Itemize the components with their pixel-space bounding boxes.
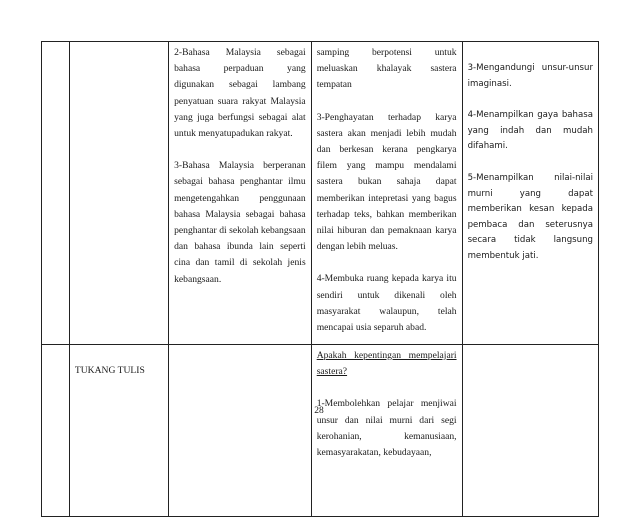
paragraph: 3-Penghayatan terhadap karya sastera akan menjadi lebih mudah dan berkesan kerana pengkarya filem yang mampu mendalami sastera bukan sahaja dapat memberikan intepretasi yang bagus terhadap teks, bahkan memberikan nilai hiburan dan pemaknaan karya dengan lebih meluas.: [316, 111, 457, 253]
table-cell-question: [311, 345, 462, 517]
paragraph: 4-Menampilkan gaya bahasa yang indah dan mudah difahami.: [467, 110, 593, 152]
table-row: [42, 42, 599, 345]
table-cell-empty: [169, 345, 312, 517]
paragraph: 3-Bahasa Malaysia berperanan sebagai bahasa penghantar ilmu mengetengahkan penggunaan bahasa Malaysia sebagai bahasa penghantar di sekolah kebangsaan dan bahasa ibunda lain seperti cina dan tamil di sekolah jenis kebangsaan.: [174, 160, 306, 285]
paragraph: 4-Membuka ruang kepada karya itu sendiri untuk dikenali oleh masyarakat walaupun, telah mencapai usia separuh abad.: [316, 273, 457, 334]
paragraph: 1-Membolehkan pelajar menjiwai unsur dan nilai murni dari segi kerohanian, kemanusiaan, kemasyarakatan, kebudayaan,: [316, 398, 457, 459]
page-number: 28: [314, 406, 324, 416]
table-cell-role: [69, 345, 168, 517]
content-table: [41, 41, 599, 517]
table-cell-role: [69, 42, 168, 345]
paragraph: 5-Menampilkan nilai-nilai murni yang dapat memberikan kesan kepada pembaca dan seterusnya secara tidak langsung membentuk jati.: [467, 172, 593, 261]
paragraph: 2-Bahasa Malaysia sebagai bahasa perpaduan yang digunakan sebagai lambang penyatuan suara rakyat Malaysia yang juga berfungsi sebagai alat untuk menyatupadukan rakyat.: [174, 47, 306, 140]
table-row: [42, 345, 599, 517]
table-cell-number: [42, 42, 70, 345]
table-cell-empty: [462, 345, 598, 517]
paragraph: samping berpotensi untuk meluaskan khalayak sastera tempatan: [316, 47, 457, 91]
role-label: TUKANG TULIS: [74, 365, 145, 376]
table-cell-points-ciri: [462, 42, 598, 345]
table-cell-points-bahasa: [169, 42, 312, 345]
table-cell-points-sastera: [311, 42, 462, 345]
question-heading: Apakah kepentingan mempelajari sastera?: [316, 350, 457, 378]
table-cell-number: [42, 345, 70, 517]
paragraph: 3-Mengandungi unsur-unsur imaginasi.: [467, 63, 593, 89]
